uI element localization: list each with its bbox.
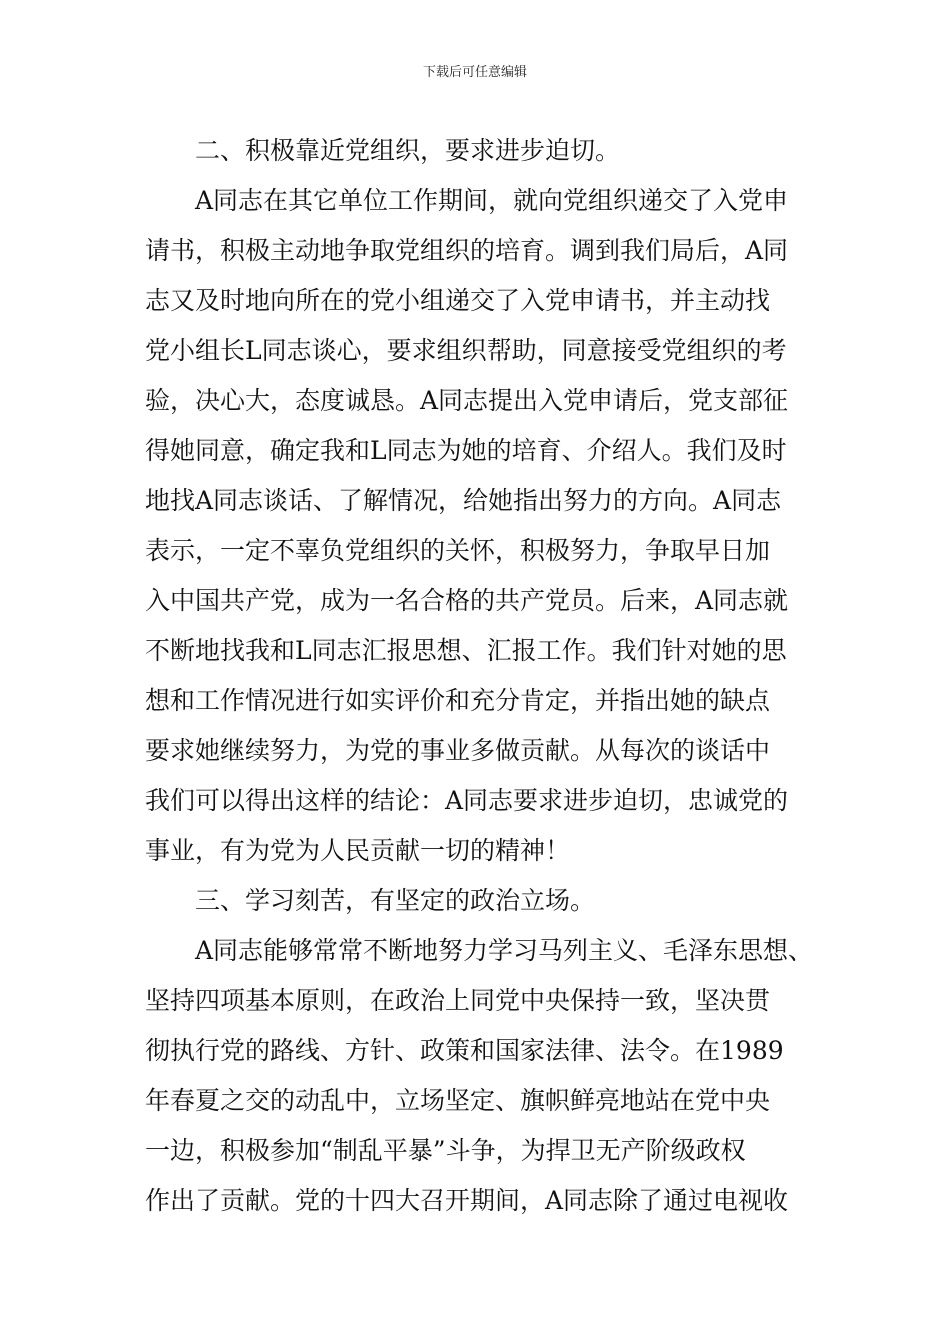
paragraph-line: 地找A同志谈话、了解情况，给她指出努力的方向。A同志 [145,486,782,515]
paragraph-line: 我们可以得出这样的结论：A同志要求进步迫切，忠诚党的 [145,786,789,815]
paragraph-line: 年春夏之交的动乱中，立场坚定、旗帜鲜亮地站在党中央 [145,1086,771,1115]
paragraph-line: 得她同意，确定我和L同志为她的培育、介绍人。我们及时 [145,436,787,465]
document-body [145,126,814,1226]
paragraph-line: 入中国共产党，成为一名合格的共产党员。后来，A同志就 [145,586,789,615]
paragraph-line: 不断地找我和L同志汇报思想、汇报工作。我们针对她的思 [145,636,787,665]
section-heading: 三、学习刻苦，有坚定的政治立场。 [195,886,596,915]
paragraph-line: 党小组长L同志谈心，要求组织帮助，同意接受党组织的考 [145,336,787,365]
page-header: 下载后可任意编辑 [422,65,527,80]
paragraph-line: 志又及时地向所在的党小组递交了入党申请书，并主动找 [145,286,771,315]
paragraph-line: 作出了贡献。党的十四大召开期间，A同志除了通过电视收 [145,1186,789,1215]
section-heading: 二、积极靠近党组织，要求进步迫切。 [195,136,621,165]
paragraph-line: 事业，有为党为人民贡献一切的精神！ [145,836,571,865]
paragraph-line: A同志在其它单位工作期间，就向党组织递交了入党申 [195,186,789,215]
paragraph-line: 一边，积极参加“制乱平暴”斗争，为捍卫无产阶级政权 [145,1136,746,1165]
paragraph-line: 请书，积极主动地争取党组织的培育。调到我们局后，A同 [145,236,789,265]
paragraph-line: 表示，一定不辜负党组织的关怀，积极努力，争取早日加 [145,536,771,565]
paragraph-line: 想和工作情况进行如实评价和充分肯定，并指出她的缺点 [145,686,771,715]
paragraph-line: 验，决心大，态度诚恳。A同志提出入党申请后，党支部征 [145,386,789,415]
paragraph-line: A同志能够常常不断地努力学习马列主义、毛泽东思想、 [195,936,814,965]
paragraph-line: 要求她继续努力，为党的事业多做贡献。从每次的谈话中 [145,736,771,765]
paragraph-line: 坚持四项基本原则，在政治上同党中央保持一致，坚决贯 [145,986,771,1015]
paragraph-line: 彻执行党的路线、方针、政策和国家法律、法令。在1989 [145,1036,784,1065]
